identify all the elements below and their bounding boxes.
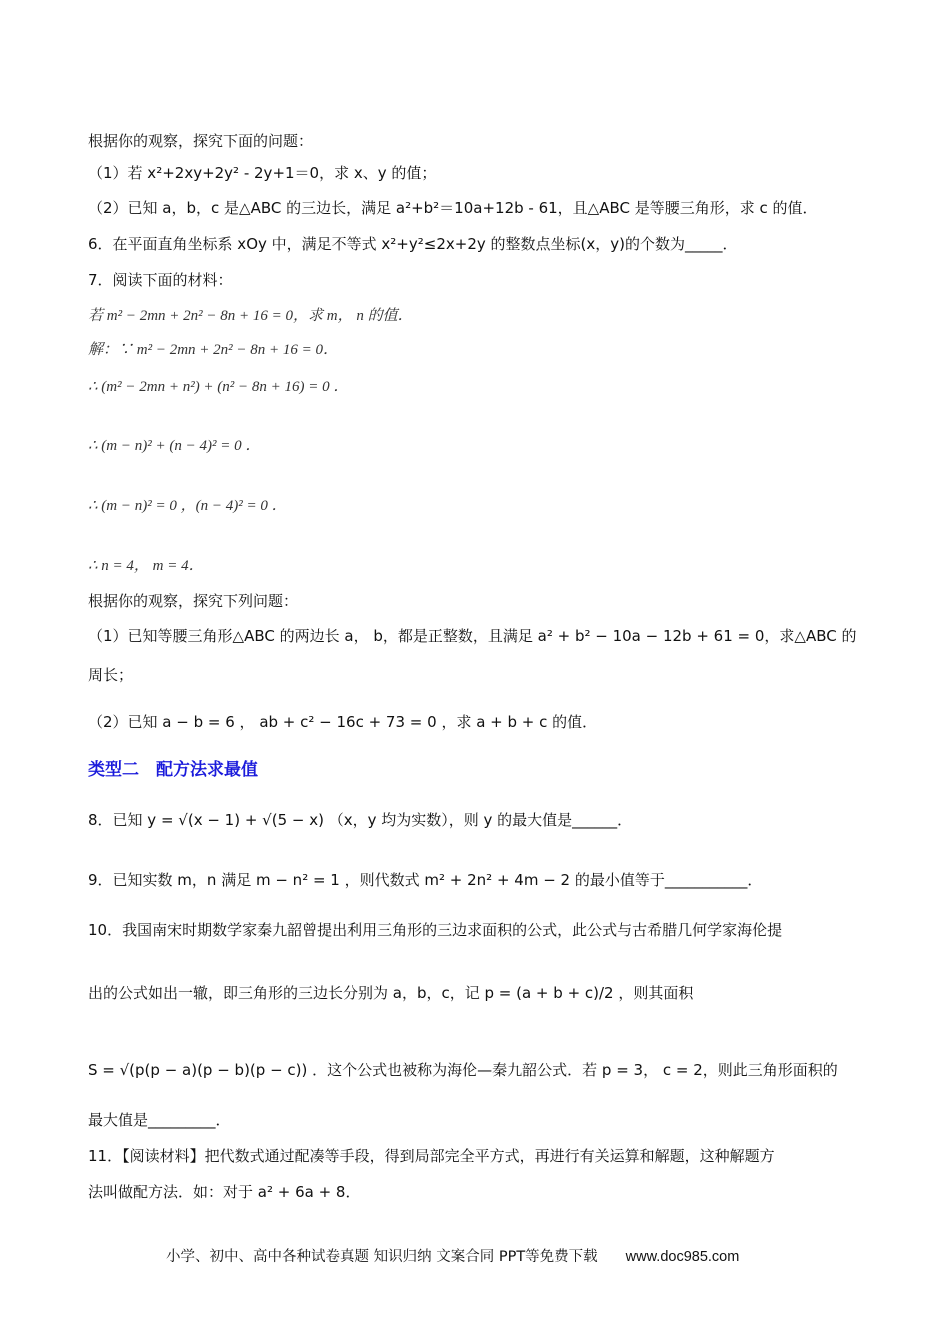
question-7: 7．阅读下面的材料： xyxy=(88,271,233,289)
math-line: ∴ n = 4， m = 4． xyxy=(88,558,204,574)
math-line: ∴ (m − n)² + (n − 4)² = 0 ． xyxy=(88,438,261,454)
math-line: ∴ (m² − 2mn + n²) + (n² − 8n + 16) = 0 ． xyxy=(88,379,349,395)
text-line: 根据你的观察，探究下列问题： xyxy=(88,592,299,610)
footer-text: 小学、初中、高中各种试卷真题 知识归纳 文案合同 PPT等免费下载 xyxy=(166,1249,598,1265)
page-footer xyxy=(166,1245,739,1266)
question-10: 10．我国南宋时期数学家秦九韶曾提出利用三角形的三边求面积的公式，此公式与古希腊几何学家海伦提 xyxy=(88,921,783,939)
section-heading: 类型二 配方法求最值 xyxy=(88,760,258,780)
question-7-part-2: （2）已知 a − b = 6 ， ab + c² − 16c + 73 = 0 ，求 a + b + c 的值． xyxy=(88,713,598,731)
text-line: S = √(p(p − a)(p − b)(p − c)) ．这个公式也被称为海伦—秦九韶公式．若 p = 3， c = 2，则此三角形面积的 xyxy=(88,1061,838,1079)
math-line: 解：∵ m² − 2mn + 2n² − 8n + 16 = 0． xyxy=(88,342,339,358)
question-5-part-1: （1）若 x²+2xy+2y² - 2y+1＝0，求 x、y 的值； xyxy=(88,164,437,182)
text-line: 最大值是_________． xyxy=(88,1111,231,1129)
text-line: 法叫做配方法．如：对于 a² + 6a + 8． xyxy=(88,1183,361,1201)
question-6: 6．在平面直角坐标系 xOy 中，满足不等式 x²+y²≤2x+2y 的整数点坐标(x，y)的个数为_____． xyxy=(88,235,738,253)
question-11: 11．【阅读材料】把代数式通过配凑等手段，得到局部完全平方式，再进行有关运算和解题，这种解题方 xyxy=(88,1147,775,1165)
text-line: 周长； xyxy=(88,666,134,684)
question-7-part-1: （1）已知等腰三角形△ABC 的两边长 a， b，都是正整数，且满足 a² + b² − 10a − 12b + 61 = 0，求△ABC 的 xyxy=(88,627,857,645)
footer-url[interactable]: www.doc985.com xyxy=(625,1249,740,1265)
question-8: 8．已知 y = √(x − 1) + √(5 − x) （x，y 均为实数），则 y 的最大值是______． xyxy=(88,811,633,829)
question-5-part-2: （2）已知 a，b，c 是△ABC 的三边长，满足 a²+b²＝10a+12b - 61，且△ABC 是等腰三角形，求 c 的值． xyxy=(88,199,818,217)
question-9: 9．已知实数 m，n 满足 m − n² = 1 ，则代数式 m² + 2n² + 4m − 2 的最小值等于___________． xyxy=(88,871,763,889)
math-line: 若 m² − 2mn + 2n² − 8n + 16 = 0，求 m， n 的值． xyxy=(88,308,413,324)
math-line: ∴ (m − n)² = 0 ，(n − 4)² = 0 ． xyxy=(88,498,287,514)
text-line: 出的公式如出一辙，即三角形的三边长分别为 a，b，c，记 p = (a + b + c)/2 ，则其面积 xyxy=(88,984,694,1002)
text-line: 根据你的观察，探究下面的问题： xyxy=(88,132,314,150)
